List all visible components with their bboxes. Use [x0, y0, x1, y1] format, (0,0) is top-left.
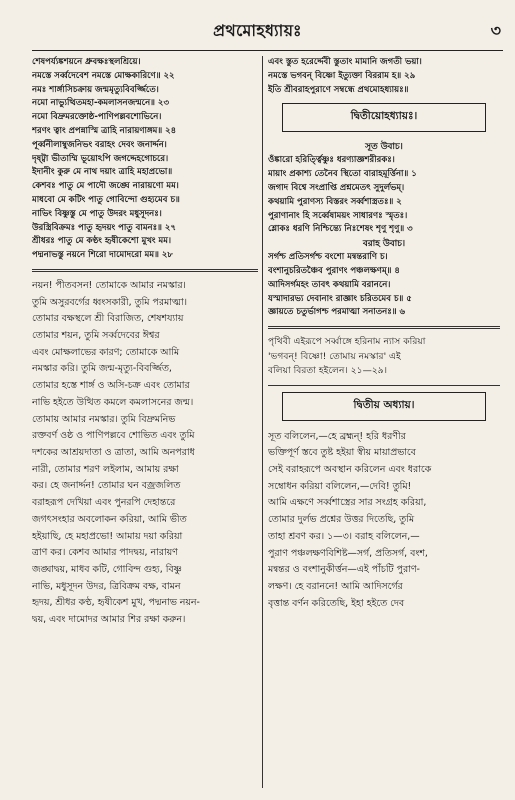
prose-line: তোমার দুর্লভ প্রশ্নের উত্তর দিতেছি, তুমি	[268, 514, 415, 526]
prose-line: সূত বলিলেন,—হে ব্রহ্মন্! হরি ধরণীর	[268, 430, 406, 442]
verse-line: জ্ঞায়তে চতুর্ভাগশ্চ পরমাত্মা সনাতনঃ॥ ৬	[268, 307, 406, 318]
page-number: ৩	[490, 21, 501, 40]
prose-line: সেই বরাহরূপে অবস্থান করিলেন এবং ধরাকে	[268, 464, 432, 476]
prose-line: নারী, তোমার শরণ লইলাম, আমায় রক্ষা	[32, 463, 179, 475]
left-sanskrit-verses	[32, 56, 258, 263]
prose-line: পুরাণ পঞ্চলক্ষণবিশিষ্ট—সর্গ, প্রতিসর্গ, বংশ,	[268, 547, 428, 559]
column-divider	[262, 56, 263, 788]
verse-line: নমো নাভ্যুত্থিতমহা-কমলাসনজন্মনে॥ ২৩	[32, 98, 169, 109]
verse-line: মায়াং প্রকাশ্য তেনৈব স্থিতো বারাহমূর্ত্তিনা॥ ১	[268, 169, 417, 180]
verse-line: শরণং ত্বাং প্রপন্নাস্মি ত্রাহি নারায়ণাঙ্গম॥ ২৪	[32, 125, 177, 136]
verse-line: নমস্তে সর্ব্বদেবেশ নমস্তে মোক্ষকারিণে॥ ২২	[32, 70, 175, 81]
right-sanskrit-verses-low	[268, 251, 500, 320]
prose-line: 'ভগবন্! বিষ্ণো! তোমায় নমস্কার' এই	[268, 350, 401, 362]
prose-line: তোমার শয়ন, তুমি সর্ব্বদেবের ঈশ্বর	[32, 330, 160, 342]
verse-line: শ্রীধরঃ পাতু মে কণ্ঠং হৃষীকেশো মুখং মম।	[32, 236, 172, 247]
left-column	[32, 56, 258, 790]
prose-line: তোমার বক্ষস্থলে শ্রী বিরাজিত, শেষশয্যায়	[32, 313, 184, 325]
prose-line: নাভি, মধুসূদন উদর, ত্রিবিক্রম বক্ষ, বামন	[32, 580, 181, 592]
colophon-line: ইতি শ্রীবরাহপুরাণে সম্বন্ধে প্রথমোহধ্যায়ঃ॥	[268, 84, 409, 95]
prose-line: বরাহরূপ দেখিয়া এবং পুনরপি দেহান্তরে	[32, 497, 176, 509]
prose-line: তুমি অসুরবর্গের ধ্বংসকারী, তুমি পরমাত্মা।	[32, 296, 188, 308]
prose-line: সম্বোধন করিয়া বলিলেন,—দেবি! তুমি!	[268, 480, 412, 492]
right-bengali-prose	[268, 429, 500, 613]
right-sanskrit-verses-top	[268, 56, 500, 97]
right-column	[268, 56, 500, 790]
verse-line: নমঃ শার্ঙ্গাসিচক্রায় জন্মমৃত্যুবিবর্জ্জিতে।	[32, 84, 159, 95]
verse-line: সর্গশ্চ প্রতিসর্গশ্চ বংশো মন্বন্তরাণি চ।	[268, 252, 388, 263]
section-rule	[268, 326, 500, 329]
prose-line: জগৎসংহার অবলোকন করিয়া, আমি ভীত	[32, 513, 187, 525]
verse-line: মাধবো মে কটিং পাতু গোবিন্দো গুহ্যমেব চ॥	[32, 194, 180, 205]
verse-line: কথয়ামি পুরাণস্য বিস্তরং সর্ব্বশাস্ত্রতঃ॥ ২	[268, 196, 402, 207]
verse-line: যস্মাদারভ্য দেবানাং রাজ্ঞাং চরিতমেব চ॥ ৫	[268, 293, 412, 304]
verse-line: উরস্ত্রিবিক্রমঃ পাতু হৃদয়ং পাতু বামনঃ॥ ২৭	[32, 222, 176, 233]
speaker-label: সূত উবাচ।	[365, 142, 403, 153]
chapter-heading-sanskrit: দ্বিতীয়োহধ্যায়ঃ।	[282, 103, 486, 132]
prose-line: তোমার হস্তে শার্ঙ্গ ও অসি-চক্র এবং তোমার	[32, 380, 190, 392]
prose-line: নয়ন! পীতবসন! তোমাকে আমার নমস্কার।	[32, 279, 186, 291]
verse-line: বংশানুচরিতঞ্চৈব পুরাণং পঞ্চলক্ষণম্॥ ৪	[268, 265, 400, 276]
prose-line: এবং মোক্ষলাভের কারণ; তোমাকে আমি	[32, 346, 180, 358]
prose-line: ভক্তিপূর্ণ স্তবে তুষ্ট হইয়া স্বীয় মায়াপ্রভাবে	[268, 447, 416, 459]
verse-line: জগাদ বিশ্বে সংপ্রাপ্তি প্রশ্নমেতৎ সুদুর্লভম্।	[268, 182, 405, 193]
verse-line: নাভিং বিষ্ণুস্তু মে পাতু উদরং মধুসূদনঃ।	[32, 208, 162, 219]
header-rule	[32, 50, 503, 51]
prose-line: রক্তবর্ণ ওষ্ঠ ও পাণিপল্লবে শোভিত এবং তুমি	[32, 430, 195, 442]
page-title: প্রথমোহধ্যায়ঃ	[213, 21, 302, 40]
prose-line: মন্বন্তর ও বংশানুকীর্ত্তন—এই পাঁচটি পুরাণ-	[268, 564, 420, 576]
prose-line: দ্বয়, এবং দামোদর আমার শির রক্ষা করুন।	[32, 614, 186, 626]
verse-line: শ্লোকঃ ধরণি নিশ্চিন্ত্যে নিঃশেষং শৃণু শৃণু॥ ৩	[268, 224, 413, 235]
verse-line: এবং স্তুত হরের্দ্দেবী স্তুতাং মামানি জগতী ভয়া।	[268, 57, 422, 67]
verse-line: পদ্মনাভস্তু নয়নে শিরো দামোদরো মম॥ ২৮	[32, 250, 173, 261]
prose-line: তাহা শ্রবণ কর। ১—৩। বরাহ বলিলেন,—	[268, 530, 420, 542]
prose-line: ত্রাণ কর। কেশব আমার পাদদ্বয়, নারায়ণ	[32, 547, 178, 559]
section-rule	[268, 385, 500, 386]
page-header	[0, 10, 515, 48]
prose-line: জঙ্ঘাদ্বয়, মাধব কটি, গোবিন্দ গুহ্য, বিষ্ণু	[32, 563, 182, 575]
verse-line: পূর্ব্বনীলাম্বুজনিভং বরাহং দেবং জনার্দ্দন।	[32, 139, 167, 150]
prose-line: কর। হে জনার্দ্দন! তোমার ঘন বজ্রজলিত	[32, 480, 181, 492]
chapter-heading-bengali: দ্বিতীয় অধ্যায়।	[282, 392, 486, 421]
prose-line: আমি এক্ষণে সর্ব্বশাস্ত্রের সার সংগ্রহ করিয়া,	[268, 497, 427, 509]
right-sanskrit-verses-mid	[268, 154, 500, 237]
verse-line: দৃষ্ট্বা ভীতাম্মি ভূয়োঽপি জগদ্দেহগোচরে।	[32, 153, 169, 164]
speaker-label: বরাহ উবাচ।	[362, 239, 406, 250]
left-bengali-prose	[32, 278, 258, 629]
verse-line: ইদানীং কুরু মে নাথ দয়াং ত্রাহি মহাপ্রভো॥	[32, 167, 173, 178]
prose-line: হৃদয়, শ্রীধর কণ্ঠ, হৃষীকেশ মুখ, পদ্মনাভ নয়ন-	[32, 597, 200, 609]
prose-line: পৃথিবী এইরূপে সর্ব্বাঙ্গে হরিনাম ন্যাস করিয়া	[268, 336, 426, 348]
prose-line: হইয়াছি, হে মহাপ্রভো! আমায় দয়া করিয়া	[32, 530, 183, 542]
verse-line: কেশবঃ পাতু মে পাদৌ জঙ্ঘে নারায়ণো মম।	[32, 181, 179, 192]
prose-line: লক্ষণ। হে বরাননে! আমি আদিসর্গের	[268, 580, 403, 592]
verse-line: ওঁঙ্কারো হরির্ত্ত্বিষ্ণুঃ ধরণ্যাজ্ঞশরীরকঃ।	[268, 155, 395, 166]
prose-line: তোমায় আমার নমস্কার। তুমি বিদ্রুমনিভ	[32, 413, 176, 425]
verse-line: নমো বিদ্রুমরক্তোষ্ঠ-পাণিপল্লবশোভিনে।	[32, 112, 162, 123]
prose-line: বৃত্তান্ত বর্ণন করিতেছি, ইহা হইতে দেব	[268, 597, 405, 609]
prose-line: দশকের আশ্রয়দাতা ও ত্রাতা, আমি অনপরাধ	[32, 446, 195, 458]
prose-line: বলিয়া বিরতা হইলেন। ২১—২৯।	[268, 365, 388, 377]
prose-line: নমস্কার করি। তুমি জন্ম-মৃত্যু-বিবর্জ্জিত,	[32, 363, 172, 375]
right-translation	[268, 335, 500, 379]
prose-line: নাভি হইতে উত্থিত কমলে কমলাসনের জন্ম।	[32, 396, 194, 408]
verse-line: আদিসর্গমহং তাবৎ কথয়ামি বরাননে।	[268, 279, 391, 290]
section-rule	[32, 269, 258, 272]
verse-line: পুরাণানাং হি সর্ব্বেষাময়ং সাধারণঃ স্মৃতঃ।	[268, 210, 408, 221]
verse-line: নমস্তে ভগবন্ বিষ্ণো ইত্যুক্তা বিররাম হ॥ ২৯	[268, 70, 416, 81]
verse-line: শেষপর্য্যঙ্কশয়নে ধ্রুবক্ষঃস্থলশ্রিয়ে।	[32, 57, 141, 67]
